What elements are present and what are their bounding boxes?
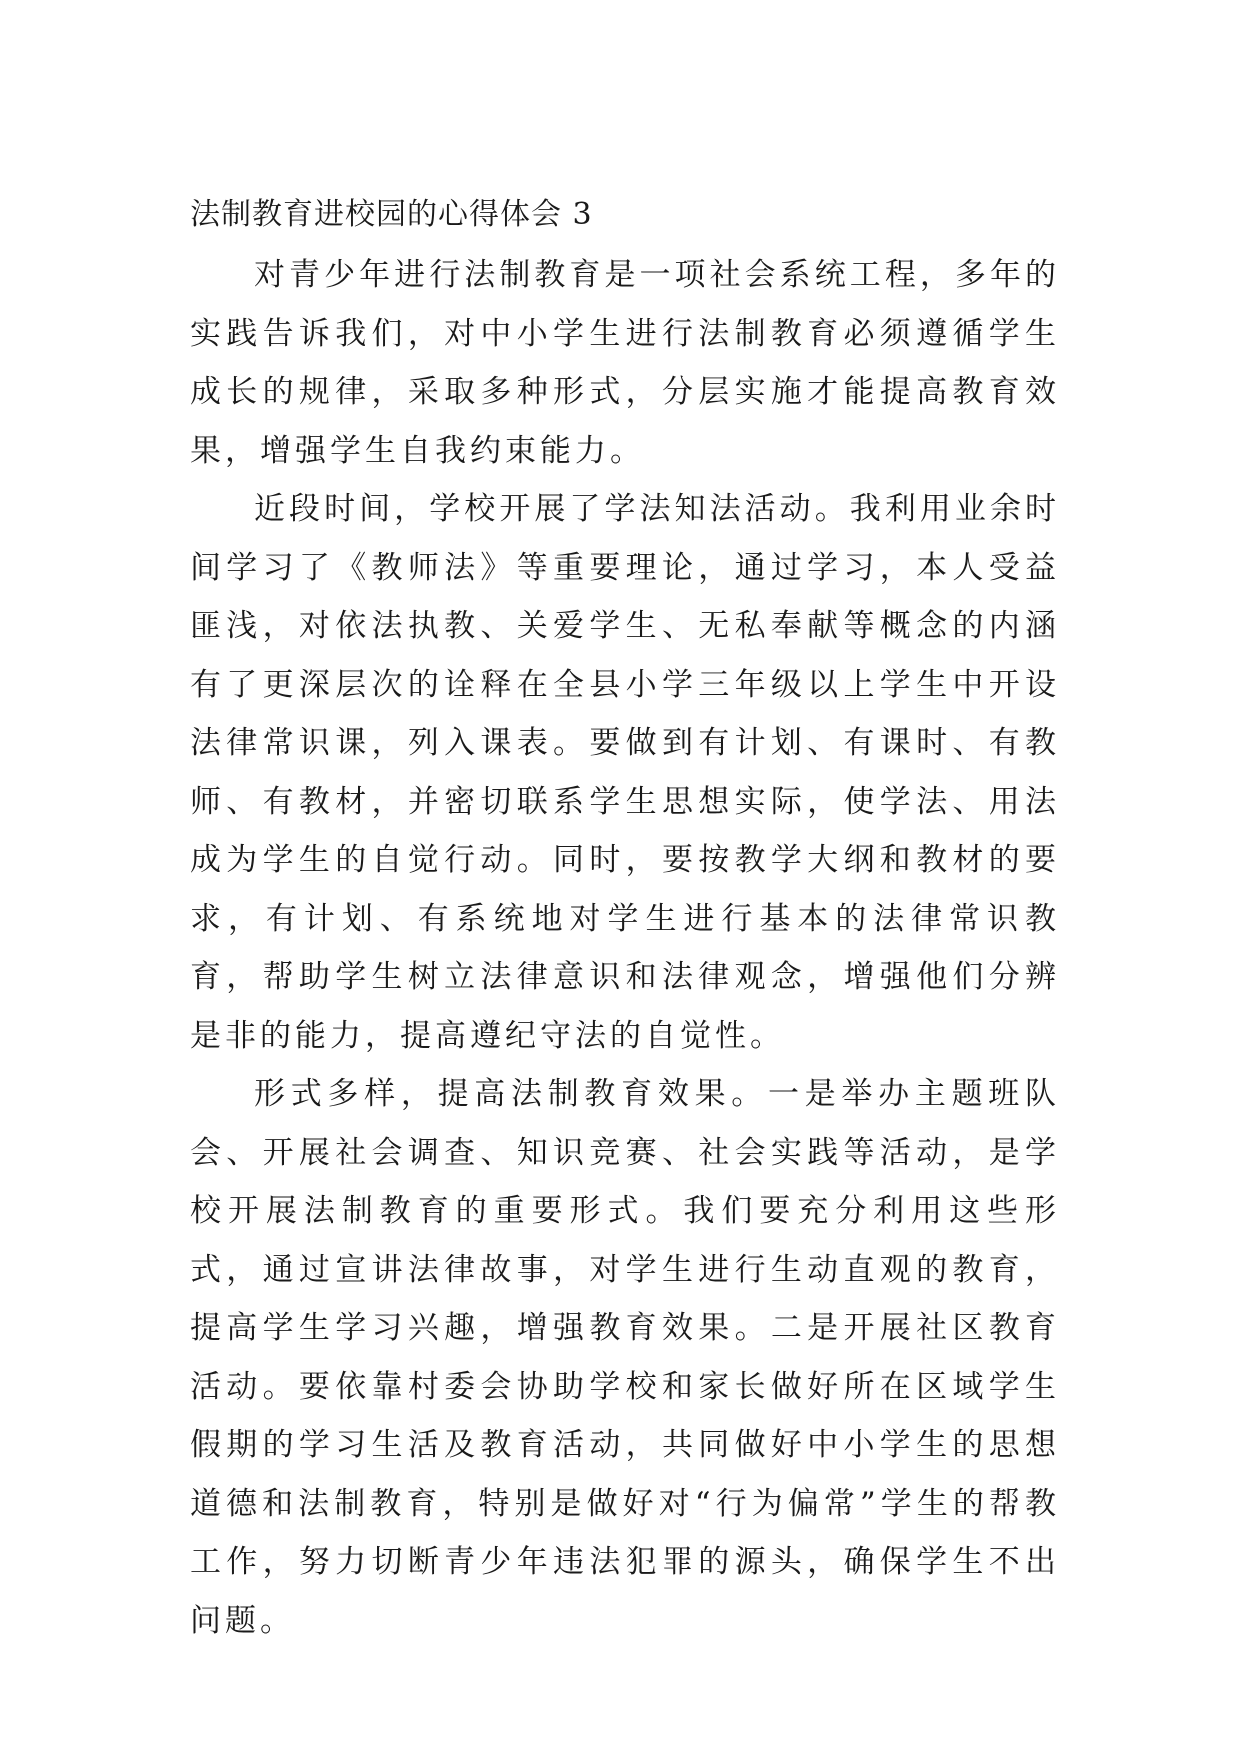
paragraph-2: 近段时间，学校开展了学法知法活动。我利用业余时间学习了《教师法》等重要理论，通过学习，本人受益匪浅，对依法执教、关爱学生、无私奉献等概念的内涵有了更深层次的诠释在全县小学三年级以上学生中开设法律常识课，列入课表。要做到有计划、有课时、有教师、有教材，并密切联系学生思想实际，使学法、用法成为学生的自觉行动。同时，要按教学大纲和教材的要求，有计划、有系统地对学生进行基本的法律常识教育，帮助学生树立法律意识和法律观念，增强他们分辨是非的能力，提高遵纪守法的自觉性。 — [190, 491, 1060, 1054]
document-title: 法制教育进校园的心得体会 3 — [190, 197, 593, 232]
paragraph-3: 形式多样，提高法制教育效果。一是举办主题班队会、开展社会调查、知识竞赛、社会实践等活动，是学校开展法制教育的重要形式。我们要充分利用这些形式，通过宣讲法律故事，对学生进行生动直观的教育，提高学生学习兴趣，增强教育效果。二是开展社区教育活动。要依靠村委会协助学校和家长做好所在区域学生假期的学习生活及教育活动，共同做好中小学生的思想道德和法制教育，特别是做好对“行为偏常”学生的帮教工作，努力切断青少年违法犯罪的源头，确保学生不出问题。 — [190, 1076, 1060, 1639]
paragraph-1: 对青少年进行法制教育是一项社会系统工程，多年的实践告诉我们，对中小学生进行法制教育必须遵循学生成长的规律，采取多种形式，分层实施才能提高教育效果，增强学生自我约束能力。 — [190, 257, 1060, 469]
document-body — [190, 192, 1060, 1650]
